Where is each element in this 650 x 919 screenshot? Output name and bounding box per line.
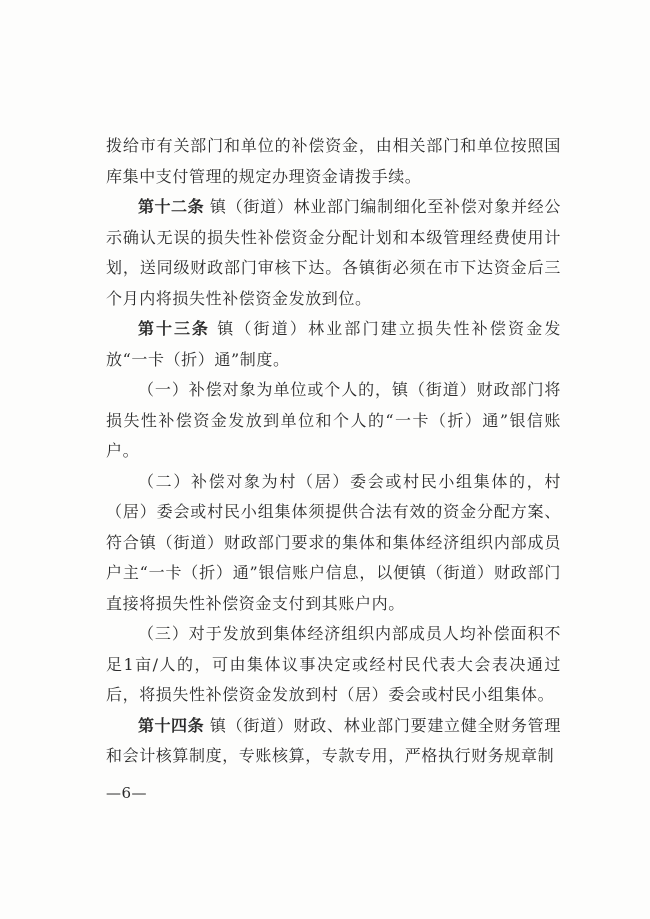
paragraph-continuation (106, 131, 561, 192)
clause-3-text: （三）对于发放到集体经济组织内部成员人均补偿面积不足1亩/人的，可由集体议事决定或经村民代表大会表决通过后，将损失性补偿资金发放到村（居）委会或村民小组集体。 (106, 624, 561, 704)
document-body (106, 131, 561, 772)
clause-3-paragraph (106, 619, 561, 711)
paragraph-text: 拨给市有关部门和单位的补偿资金，由相关部门和单位按照国库集中支付管理的规定办理资金请拨手续。 (106, 136, 561, 186)
article-12-heading: 第十二条 (138, 197, 205, 216)
clause-1-paragraph (106, 375, 561, 467)
article-14-heading: 第十四条 (138, 715, 205, 735)
article-12-paragraph (106, 192, 561, 314)
article-14-text: 镇（街道）财政、林业部门要建立健全财务管理和会计核算制度，专账核算，专款专用，严格执行财务规章制 (106, 715, 561, 765)
page-number: —6— (106, 784, 148, 802)
clause-2-paragraph (106, 467, 561, 620)
article-13-heading: 第十三条 (138, 319, 210, 338)
article-12-text: 镇（街道）林业部门编制细化至补偿对象并经公示确认无误的损失性补偿资金分配计划和本级管理经费使用计划，送同级财政部门审核下达。各镇街必须在市下达资金后三个月内将损失性补偿资金发放到位。 (106, 197, 561, 308)
clause-2-text: （二）补偿对象为村（居）委会或村民小组集体的，村（居）委会或村民小组集体须提供合法有效的资金分配方案、符合镇（街道）财政部门要求的集体和集体经济组织内部成员户主“一卡（折）通”银信账户信息，以便镇（街道）财政部门直接将损失性补偿资金支付到其账户内。 (106, 471, 561, 613)
article-14-paragraph (106, 711, 561, 772)
clause-1-text: （一）补偿对象为单位或个人的，镇（街道）财政部门将损失性补偿资金发放到单位和个人的“一卡（折）通”银信账户。 (106, 380, 561, 460)
article-13-paragraph (106, 314, 561, 375)
article-13-text: 镇（街道）林业部门建立损失性补偿资金发放“一卡（折）通”制度。 (106, 319, 561, 369)
